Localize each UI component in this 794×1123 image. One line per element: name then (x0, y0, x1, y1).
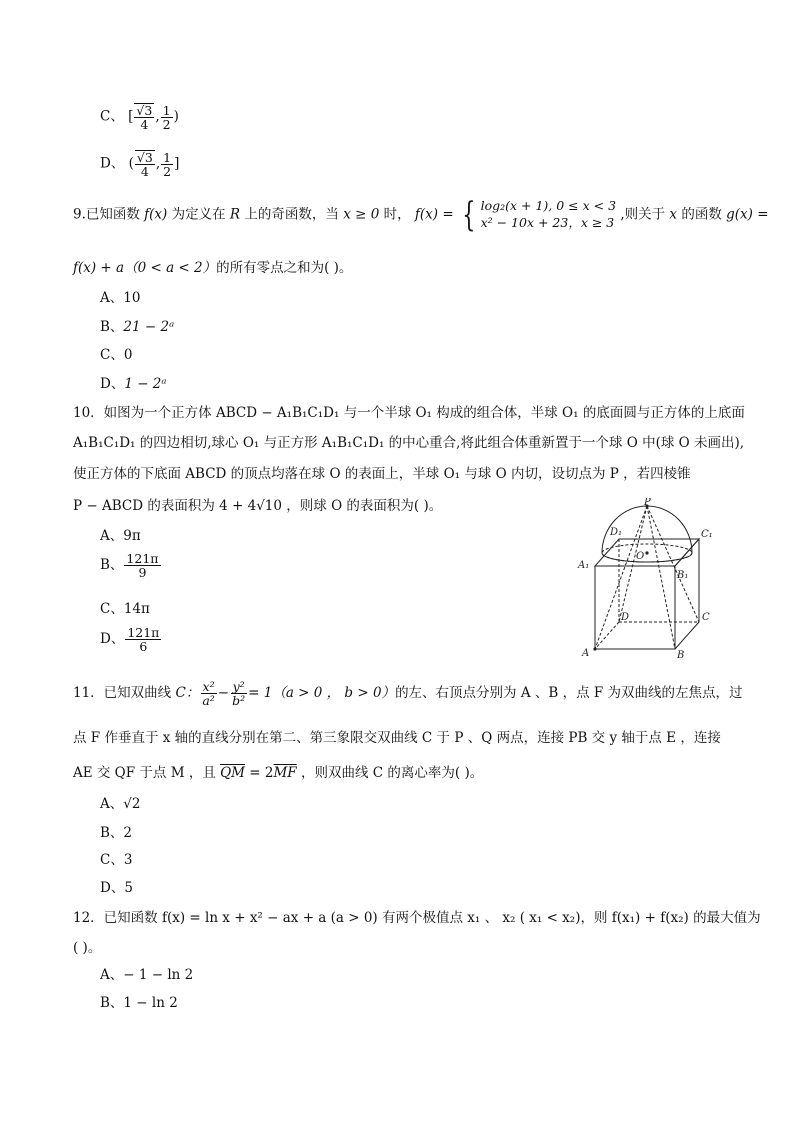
cube-hemisphere-figure (570, 498, 720, 660)
q10-line1: 10．如图为一个正方体 ABCD − A₁B₁C₁D₁ 与一个半球 O₁ 构成的组合体，半球 O₁ 的底面圆与正方体的上底面 (73, 405, 745, 421)
q12-line1: 12．已知函数 f(x) = ln x + x² − ax + a (a > 0) 有两个极值点 x₁ 、 x₂ ( x₁ < x₂)，则 f(x₁) + f(x₂) 的最大值为 (73, 910, 761, 926)
fraction: $\frac{√3}{4}$ (136, 150, 153, 180)
q9-option-a[interactable]: A、10 (100, 290, 141, 306)
q10-line2: A₁B₁C₁D₁ 的四边相切,球心 O₁ 与正方形 A₁B₁C₁D₁ 的中心重合,将此组合体重新置于一个球 O 中(球 O 未画出), (73, 435, 745, 451)
label-D: D (621, 612, 630, 623)
q11-option-d[interactable]: D、5 (100, 880, 133, 896)
q10-option-b[interactable]: B、 $\frac{121\pi}{9}$ (100, 551, 159, 581)
q8-option-c[interactable]: C、 [ $\frac{√3}{4}$ , $\frac{1}{2}$ ) (100, 102, 179, 133)
q12-option-b[interactable]: B、1 − ln 2 (100, 995, 178, 1011)
q9-line1: 9.已知函数 f(x) 为定义在 R 上的奇函数，当 x ≥ 0 时， f(x) = { log₂(x + 1), 0 ≤ x < 3 x² − 10x + 23，x ≥ 3 ,则关于 x 的函数 g(x) = (73, 195, 769, 235)
label-B1: B₁ (677, 570, 689, 581)
q11-line2: 点 F 作垂直于 x 轴的直线分别在第二、第三象限交双曲线 C 于 P 、Q 两点，连接 PB 交 y 轴于点 E ，连接 (73, 730, 721, 746)
q10-line4: P − ABCD 的表面积为 4 + 4√10 ，则球 O 的表面积为( )。 (73, 498, 443, 514)
label-O: O (636, 551, 645, 562)
q11-option-b[interactable]: B、2 (100, 825, 133, 841)
q11-option-a[interactable]: A、√2 (100, 796, 141, 812)
q9-line2: f(x) + a（0 < a < 2）的所有零点之和为( )。 (73, 260, 353, 276)
q12-option-a[interactable]: A、− 1 − ln 2 (100, 967, 194, 983)
q10-option-c[interactable]: C、14π (100, 601, 150, 617)
q10-option-a[interactable]: A、9π (100, 528, 141, 544)
label-D1: D₁ (610, 527, 623, 538)
q10-line3: 使正方体的下底面 ABCD 的顶点均落在球 O 的表面上，半球 O₁ 与球 O 内切，设切点为 P ，若四棱锥 (73, 466, 691, 482)
label-A1: A₁ (578, 560, 590, 571)
label-P: P (644, 498, 651, 508)
q9-option-c[interactable]: C、0 (100, 347, 133, 363)
q9-option-b[interactable]: B、21 − 2ᵃ (100, 319, 175, 335)
q11-option-c[interactable]: C、3 (100, 852, 133, 868)
label-B: B (677, 650, 685, 660)
q11-line3: AE 交 QF 于点 M ，且 $\overline{QM} = 2\overline{MF}$ ，则双曲线 C 的离心率为( )。 (73, 765, 484, 781)
q10-option-d[interactable]: D、 $\frac{121\pi}{6}$ (100, 625, 160, 655)
fraction: $\frac{√3}{4}$ (136, 103, 153, 133)
fraction: $\frac{1}{2}$ (163, 149, 172, 179)
q11-line1: 11．已知双曲线 C： $\frac{\text{x²}}{\text{a²}}$ − $\frac{\text{y²}}{\text{b²}}$ = 1（a > 0 ， b > 0）的左、右顶点分别为 A 、B ，点 F 为双曲线的左焦点，过 (73, 679, 743, 709)
label-C: C (702, 612, 710, 623)
q12-line2: ( )。 (73, 940, 102, 956)
q8-option-d[interactable]: D、 ( $\frac{√3}{4}$ , $\frac{1}{2}$ ] (100, 149, 180, 180)
piecewise-brace: { log₂(x + 1), 0 ≤ x < 3 x² − 10x + 23，x ≥ 3 (462, 195, 617, 235)
q9-option-d[interactable]: D、1 − 2ᵃ (100, 376, 167, 392)
label-A: A (582, 648, 590, 659)
fraction: $\frac{1}{2}$ (162, 102, 171, 132)
label-C1: C₁ (701, 529, 713, 540)
